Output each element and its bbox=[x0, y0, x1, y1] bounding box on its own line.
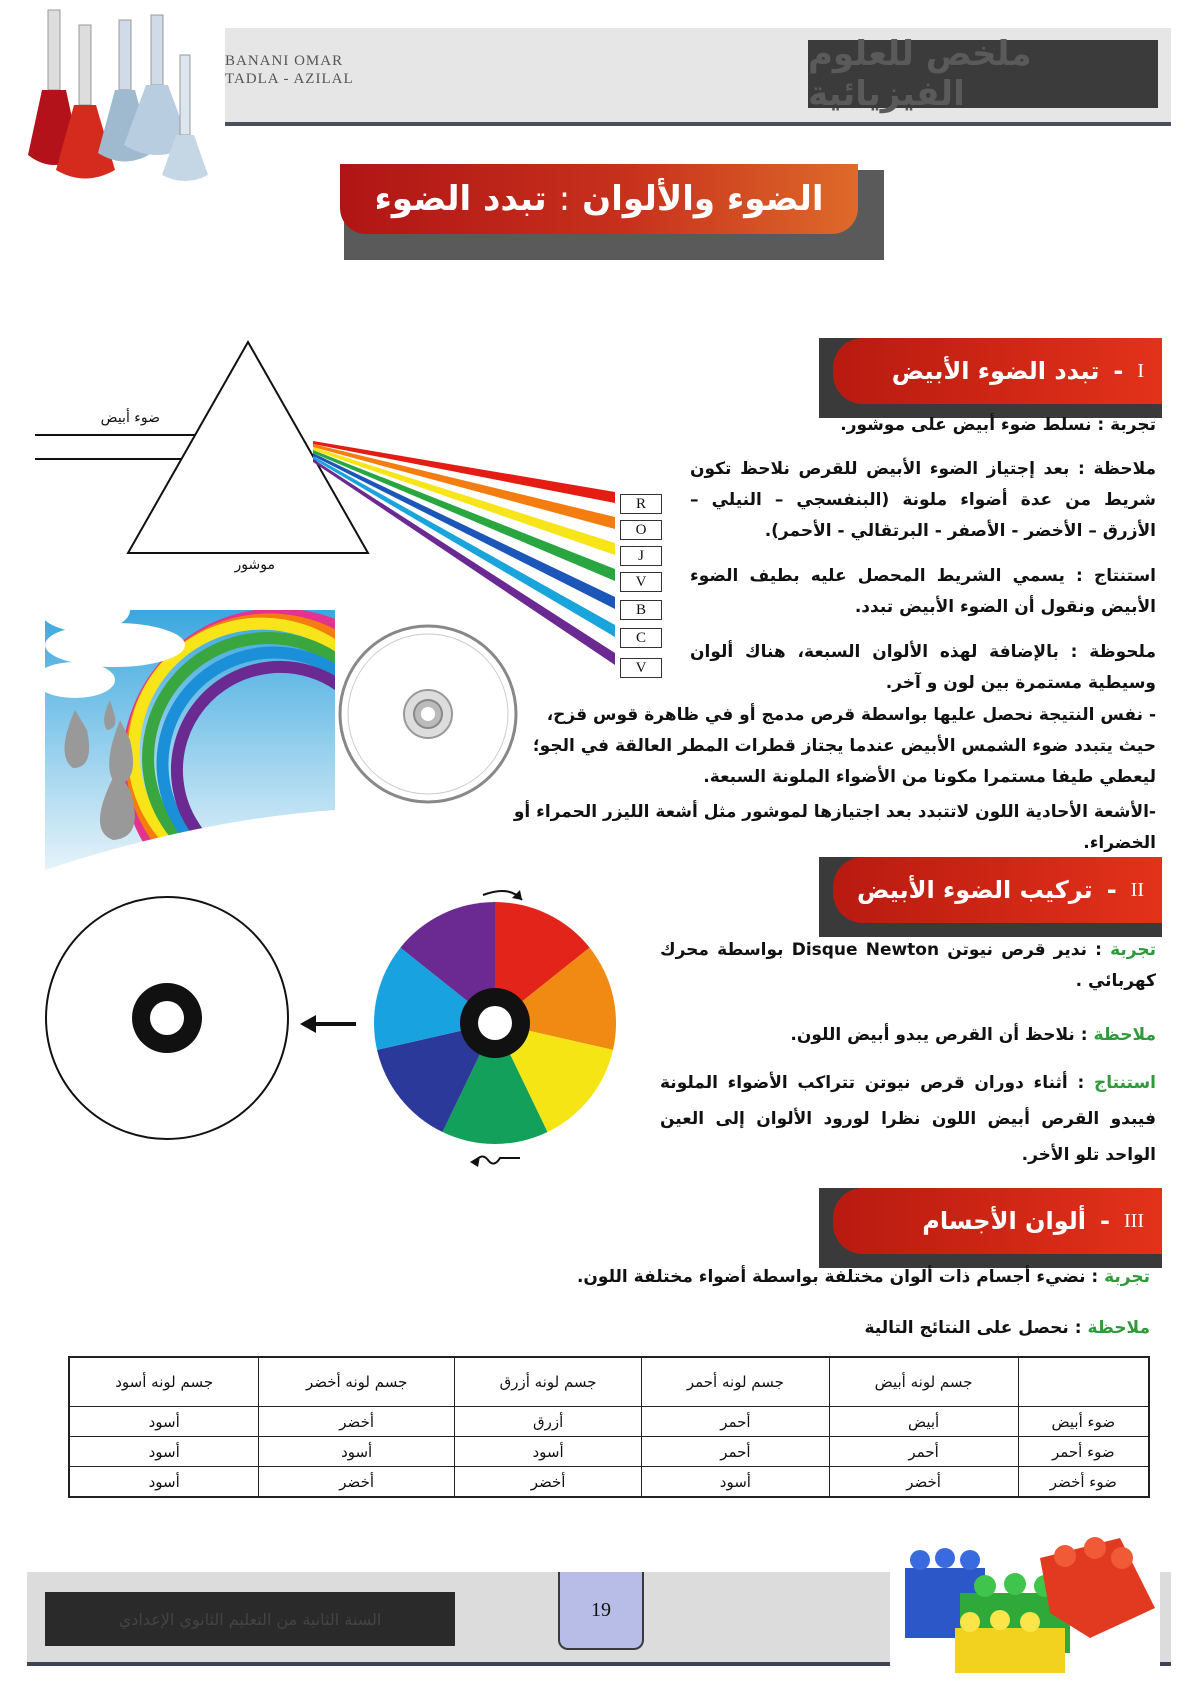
table-header-row bbox=[69, 1357, 1149, 1407]
section1-title: تبدد الضوء الأبيض bbox=[891, 357, 1100, 385]
author-block bbox=[225, 52, 354, 88]
table-cell: أخضر bbox=[829, 1467, 1018, 1498]
section2-exp-label: تجربة bbox=[1110, 940, 1156, 960]
flasks-illustration bbox=[20, 5, 225, 185]
section1-number: I bbox=[1137, 359, 1144, 382]
table-cell: ضوء أخضر bbox=[1018, 1467, 1149, 1498]
section1-rainbow-line3: ليعطي طيفا مستمرا مكونا من الأضواء الملونة السبعة. bbox=[703, 767, 1156, 787]
section3-observation bbox=[560, 1313, 1150, 1344]
newton-disc-sectors bbox=[374, 902, 616, 1144]
table-cell: أزرق bbox=[454, 1407, 641, 1437]
table-cell: أسود bbox=[69, 1437, 259, 1467]
table-cell: أسود bbox=[69, 1407, 259, 1437]
table-cell: أخضر bbox=[259, 1407, 455, 1437]
table-cell: أخضر bbox=[454, 1467, 641, 1498]
rainbow-illustration bbox=[45, 570, 345, 875]
section3-title: ألوان الأجسام bbox=[922, 1207, 1087, 1235]
table-cell: أسود bbox=[259, 1437, 455, 1467]
section1-header bbox=[833, 338, 1162, 404]
band-label-r: R bbox=[620, 494, 662, 514]
section1-dash: - bbox=[1113, 357, 1124, 385]
footer-level-text: السنة الثانية من التعليم الثانوي الإعدادي bbox=[45, 1592, 455, 1646]
compact-disc bbox=[338, 624, 518, 804]
band-label-v2: V bbox=[620, 658, 662, 678]
table-row bbox=[69, 1437, 1149, 1467]
section2-exp-text: : ندير قرص نيوتن Disque Newton بواسطة محرك كهربائي . bbox=[660, 940, 1156, 991]
section3-experiment bbox=[560, 1262, 1150, 1293]
table-header-cell: جسم لونه أسود bbox=[69, 1357, 259, 1407]
results-table bbox=[68, 1356, 1150, 1498]
white-disc bbox=[44, 895, 290, 1141]
table-cell: أسود bbox=[642, 1467, 829, 1498]
section1-conclusion: استنتاج : يسمي الشريط المحصل عليه بطيف الضوء الأبيض ونقول أن الضوء الأبيض تبدد. bbox=[690, 566, 1156, 617]
band-label-b: B bbox=[620, 600, 662, 620]
prism-label: موشور bbox=[234, 557, 275, 573]
section1-observation: ملاحظة : بعد إجتياز الضوء الأبيض للقرص نلاحظ تكون شريط من عدة أضواء ملونة (البنفسجي – النيلي – الأزرق – الأخضر - الأصفر - البرتقالي - الأحمر). bbox=[690, 459, 1156, 541]
section2-conclusion bbox=[660, 1065, 1156, 1173]
table-header-cell: جسم لونه أخضر bbox=[259, 1357, 455, 1407]
section2-obs-label: ملاحظة bbox=[1093, 1025, 1156, 1045]
section3-dash: - bbox=[1100, 1207, 1111, 1235]
section1-experiment: تجربة : نسلط ضوء أبيض على موشور. bbox=[840, 415, 1156, 435]
table-cell: أخضر bbox=[259, 1467, 455, 1498]
arrow-left-icon bbox=[298, 1012, 358, 1036]
table-cell: أسود bbox=[69, 1467, 259, 1498]
title-sub: تبدد الضوء bbox=[374, 179, 547, 219]
lego-blocks-illustration bbox=[890, 1518, 1160, 1673]
section3-obs-text: : نحصل على النتائج التالية bbox=[864, 1318, 1088, 1338]
section2-title: تركيب الضوء الأبيض bbox=[857, 876, 1093, 904]
table-cell: ضوء أحمر bbox=[1018, 1437, 1149, 1467]
page-title bbox=[340, 164, 858, 234]
author-location: TADLA - AZILAL bbox=[225, 71, 354, 87]
table-header-cell bbox=[1018, 1357, 1149, 1407]
band-label-o: O bbox=[620, 520, 662, 540]
table-cell: ضوء أبيض bbox=[1018, 1407, 1149, 1437]
band-label-c: C bbox=[620, 628, 662, 648]
section3-exp-label: تجربة bbox=[1104, 1267, 1150, 1287]
section2-header bbox=[833, 857, 1162, 923]
section1-note: ملحوظة : بالإضافة لهذه الألوان السبعة، هناك ألوان وسيطية مستمرة بين لون و آخر. bbox=[690, 642, 1156, 693]
section3-header bbox=[833, 1188, 1162, 1254]
section2-conc-label: استنتاج bbox=[1094, 1073, 1156, 1093]
band-label-v1: V bbox=[620, 572, 662, 592]
table-row bbox=[69, 1467, 1149, 1498]
section2-experiment bbox=[660, 935, 1156, 997]
section1-laser-line: -الأشعة الأحادية اللون لاتتبدد بعد اجتيازها لموشور مثل أشعة الليزر الحمراء أو الخضراء. bbox=[513, 802, 1156, 853]
table-cell: أسود bbox=[454, 1437, 641, 1467]
table-cell: أبيض bbox=[829, 1407, 1018, 1437]
section2-obs-text: : نلاحظ أن القرص يبدو أبيض اللون. bbox=[790, 1025, 1094, 1045]
table-header-cell: جسم لونه أبيض bbox=[829, 1357, 1018, 1407]
section3-obs-label: ملاحظة bbox=[1087, 1318, 1150, 1338]
rotation-arrow-bottom bbox=[475, 1156, 520, 1163]
section2-number: II bbox=[1130, 878, 1144, 901]
section2-conc-text: : أثناء دوران قرص نيوتن تتراكب الأضواء الملونة فيبدو القرص أبيض اللون نظرا لورود الألوان إلى العين الواحد تلو الأخر. bbox=[660, 1073, 1156, 1165]
section1-rainbow-line1: - نفس النتيجة نحصل عليها بواسطة قرص مدمج أو في ظاهرة قوس قزح، bbox=[546, 705, 1156, 725]
section3-number: III bbox=[1124, 1209, 1144, 1232]
band-label-j: J bbox=[620, 546, 662, 566]
section2-dash: - bbox=[1106, 876, 1117, 904]
table-cell: أحمر bbox=[642, 1437, 829, 1467]
newton-disc bbox=[370, 880, 620, 1170]
cloud bbox=[45, 623, 185, 667]
section2-observation bbox=[660, 1020, 1156, 1051]
summary-title: ملخص للعلوم الفيزيائية bbox=[808, 40, 1158, 108]
table-header-cell: جسم لونه أحمر bbox=[642, 1357, 829, 1407]
table-cell: أحمر bbox=[829, 1437, 1018, 1467]
section3-exp-text: : نضيء أجسام ذات ألوان مختلفة بواسطة أضواء مختلفة اللون. bbox=[576, 1267, 1105, 1287]
section1-rainbow-line2: حيث يتبدد ضوء الشمس الأبيض عندما يجتاز قطرات المطر العالقة في الجو؛ bbox=[532, 736, 1156, 756]
title-main: الضوء والألوان bbox=[582, 179, 824, 219]
author-name: BANANI OMAR bbox=[225, 53, 344, 69]
page-number: 19 bbox=[558, 1572, 644, 1650]
table-header-cell: جسم لونه أزرق bbox=[454, 1357, 641, 1407]
table-cell: أحمر bbox=[642, 1407, 829, 1437]
title-separator: : bbox=[558, 179, 571, 219]
table-row bbox=[69, 1407, 1149, 1437]
white-light-label: ضوء أبيض bbox=[100, 410, 160, 426]
